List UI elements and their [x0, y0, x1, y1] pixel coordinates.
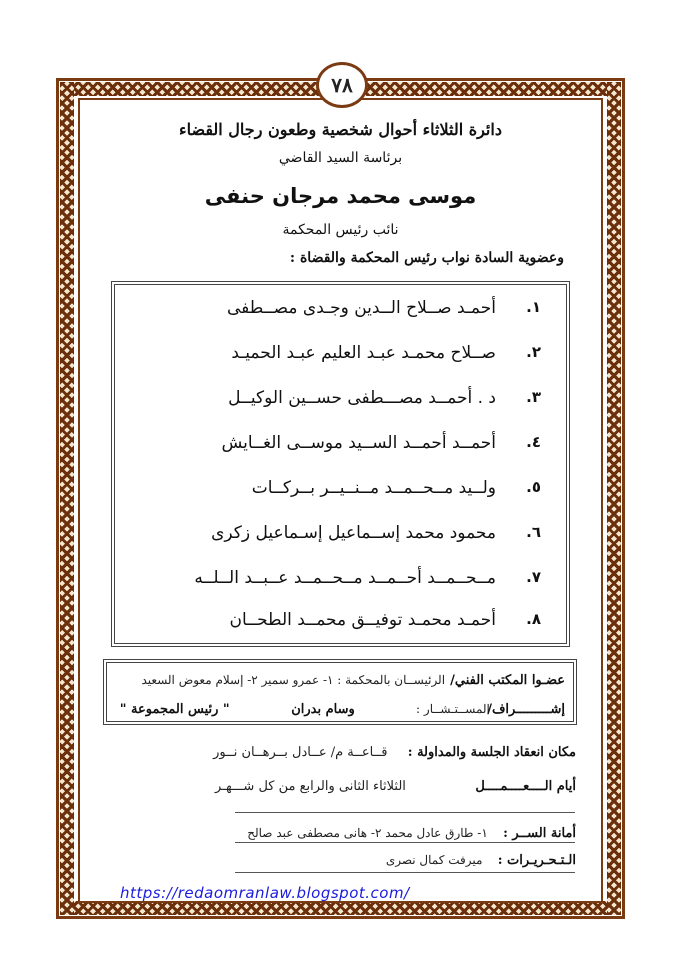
- member-name: د . أحمــد مصـــطفى حســين الوكيــل: [228, 388, 496, 408]
- judge-name: موسى محمد مرجان حنفى: [204, 184, 477, 208]
- member-name: أحمـد محمـد توفيــق محمــد الطحــان: [229, 610, 496, 630]
- member-number: ٣.: [526, 388, 541, 406]
- member-name: صــلاح محمـد عبـد العليم عبـد الحميـد: [231, 343, 496, 363]
- supervision-row: [110, 698, 565, 717]
- technical-office-box: [103, 659, 577, 725]
- member-name: أحمـد صــلاح الــدين وجـدى مصــطفى: [226, 298, 496, 318]
- member-number: ٨.: [526, 610, 541, 628]
- presided-by: برئاسة السيد القاضي: [278, 150, 403, 166]
- member-item: [251, 478, 541, 498]
- office-members-label: عضـوا المكتب الفني/: [450, 673, 565, 688]
- bottom-chain-border: [60, 901, 621, 915]
- page-number: ٧٨: [331, 73, 353, 97]
- members-box: [111, 281, 570, 647]
- secretariat-value: ١- طارق عادل محمد ٢- هانى مصطفى عبد صالح: [247, 826, 488, 840]
- right-chain-border: [607, 82, 621, 915]
- office-members-value: الرئيســان بالمحكمة : ١- عمرو سمير ٢- إسلام معوض السعيد: [141, 673, 446, 687]
- secretariat-label: أمانة الســر :: [503, 826, 576, 841]
- member-item: [226, 298, 541, 318]
- divider: [235, 872, 575, 873]
- member-item: [221, 433, 541, 453]
- supervision-name: وسام بدران: [291, 702, 355, 717]
- member-item: [228, 388, 541, 408]
- left-chain-border: [60, 82, 74, 915]
- secretariat-row: [247, 822, 576, 841]
- supervision-label: إشـــــــــراف/: [487, 702, 565, 717]
- supervision-role: المســتـشــار :: [416, 702, 490, 716]
- venue-label: مكان انعقاد الجلسة والمداولة :: [407, 745, 576, 760]
- venue-value: قــاعــة م/ عــادل بــرهــان نــور: [213, 745, 388, 760]
- member-number: ٢.: [526, 343, 541, 361]
- member-item: [229, 610, 541, 630]
- divider: [235, 812, 575, 813]
- circuit-title: دائرة الثلاثاء أحوال شخصية وطعون رجال القضاء: [179, 120, 502, 139]
- supervision-title: " رئيس المجموعة ": [119, 702, 230, 717]
- venue-row: [213, 741, 576, 760]
- divider: [235, 842, 575, 843]
- work-days-row: [215, 775, 576, 794]
- member-item: [194, 568, 541, 588]
- member-number: ٥.: [526, 478, 541, 496]
- page-number-badge: [316, 62, 368, 108]
- office-members-row: [141, 669, 565, 688]
- member-number: ١.: [526, 298, 541, 316]
- member-number: ٤.: [526, 433, 541, 451]
- editing-value: ميرفت كمال نصرى: [385, 853, 483, 867]
- footer-url[interactable]: https://redaomranlaw.blogspot.com/: [120, 884, 410, 902]
- member-name: مــحــمــد أحــمــد مــحــمــد عــبــد الــلــه: [194, 568, 496, 588]
- member-number: ٦.: [526, 523, 541, 541]
- member-item: [211, 523, 541, 543]
- work-days-label: أيام الــــعــــمــــل: [475, 779, 576, 794]
- work-days-value: الثلاثاء الثانى والرابع من كل شـــهـر: [215, 779, 406, 794]
- member-name: ولــيد مــحــمــد مــنــيــر بــركــات: [251, 478, 496, 498]
- editing-row: [386, 849, 576, 868]
- member-item: [231, 343, 541, 363]
- members-intro: وعضوية السادة نواب رئيس المحكمة والقضاة :: [289, 250, 564, 266]
- editing-label: الـتـحـريـرات :: [497, 853, 576, 868]
- member-number: ٧.: [526, 568, 541, 586]
- judge-title: نائب رئيس المحكمة: [282, 222, 399, 238]
- member-name: أحمــد أحمــد الســيد موســى الغــايش: [221, 433, 496, 453]
- member-name: محمود محمد إســماعيل إسـماعيل زكرى: [211, 523, 496, 543]
